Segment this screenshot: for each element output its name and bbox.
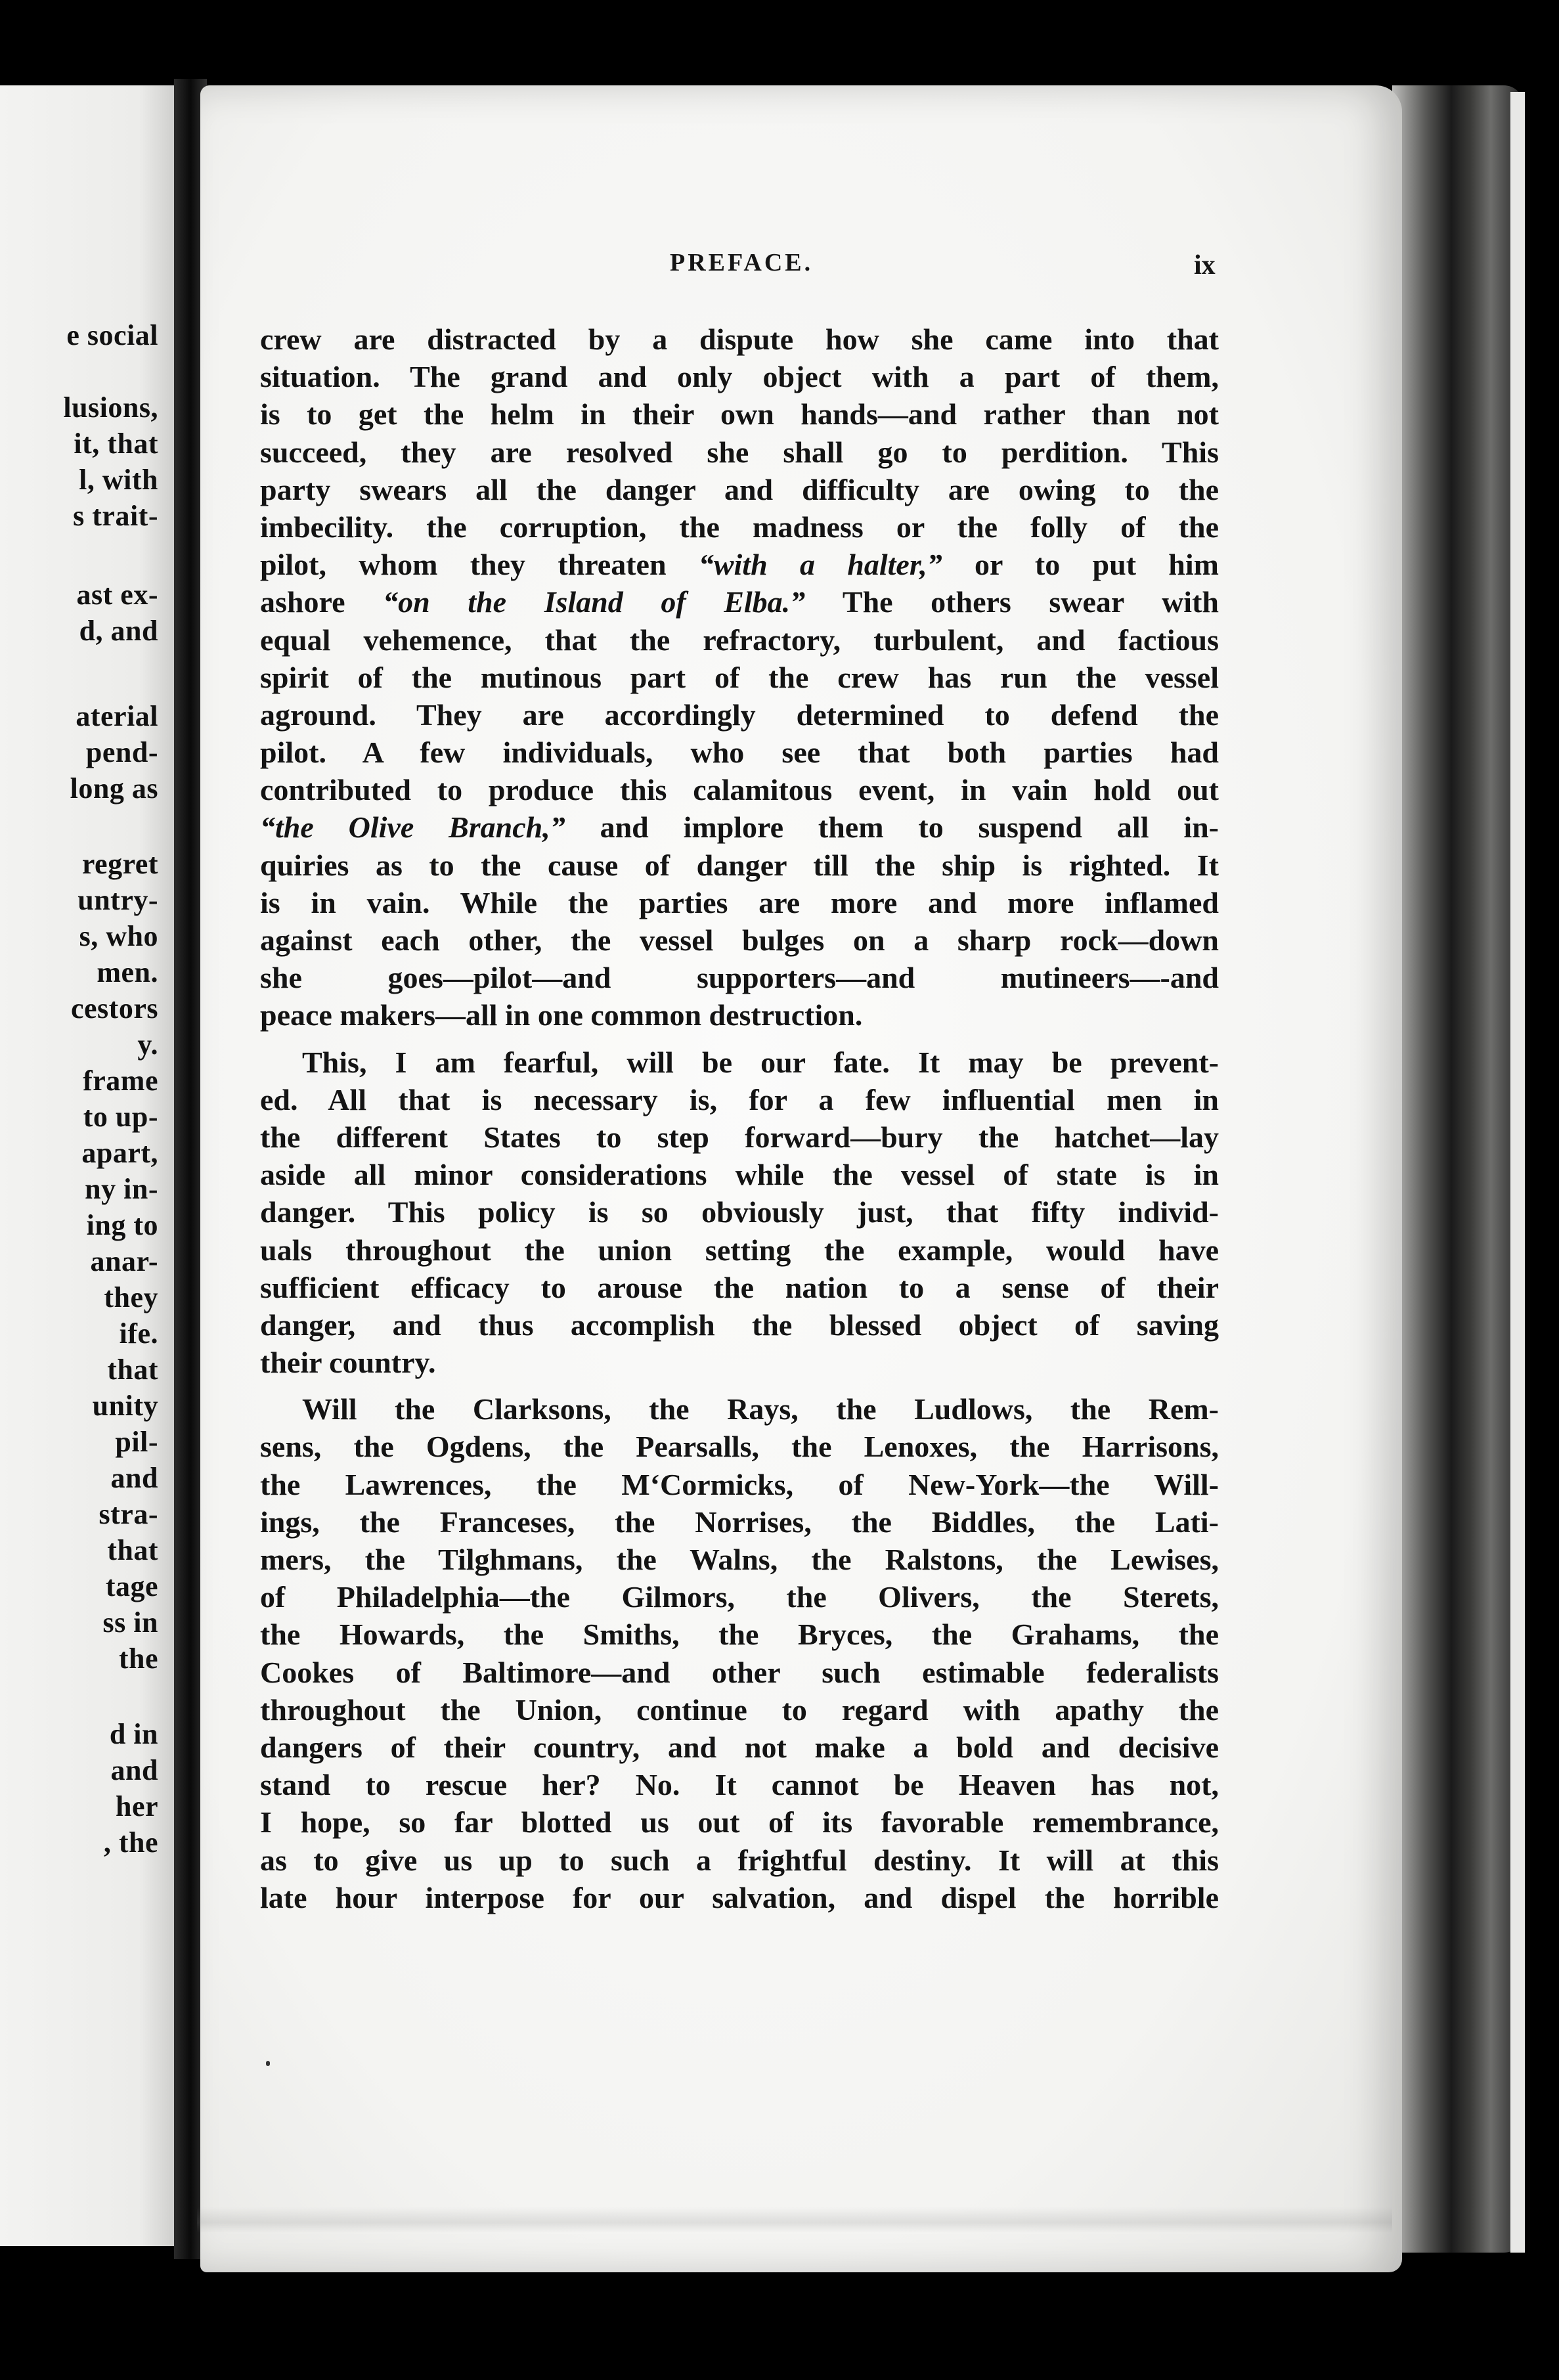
page-header	[0, 248, 1559, 288]
page-number: ix	[1194, 250, 1216, 280]
left-page-line: , the	[103, 1826, 158, 1859]
text-line: of Philadelphia—the Gilmors, the Olivers, the Sterets,	[260, 1580, 1219, 1614]
left-page-line: they	[104, 1281, 158, 1313]
text-line: the Lawrences, the M‘Cormicks, of New-York—the Will-	[260, 1467, 1219, 1501]
text-line: ed. All that is necessary is, for a few influential men in	[260, 1082, 1219, 1116]
text-line: imbecility. the corruption, the madness or the folly of the	[260, 510, 1219, 544]
left-page-line: pil-	[115, 1426, 158, 1458]
text-line: sufficient efficacy to arouse the nation to a sense of their	[260, 1270, 1219, 1304]
left-page-line: ny in-	[85, 1173, 158, 1205]
left-page-line: d, and	[79, 615, 158, 647]
page-edges	[1392, 85, 1524, 2253]
left-page-line: y.	[137, 1028, 158, 1061]
text-line: contributed to produce this calamitous event, in vain hold out	[260, 773, 1219, 807]
paragraph-2	[260, 1044, 1219, 1382]
text-line: “the Olive Branch,” and implore them to suspend all in-	[260, 810, 1219, 845]
text-line: pilot, whom they threaten “with a halter,” or to put him	[260, 548, 1219, 582]
text-line: ings, the Franceses, the Norrises, the Biddles, the Lati-	[260, 1505, 1219, 1539]
text-line: equal vehemence, that the refractory, turbulent, and factious	[260, 623, 1219, 657]
left-page-line: unity	[92, 1390, 158, 1422]
text-line: pilot. A few individuals, who see that both parties had	[260, 736, 1219, 770]
left-page-line: that	[107, 1534, 158, 1566]
left-page-line: men.	[97, 956, 158, 988]
left-page-line: lusions,	[63, 391, 158, 424]
text-line: dangers of their country, and not make a bold and decisive	[260, 1730, 1219, 1764]
left-page-line: d in	[109, 1718, 158, 1750]
speck	[266, 2061, 270, 2066]
left-page-line: tage	[105, 1570, 158, 1602]
text-line: I hope, so far blotted us out of its favorable remembrance,	[260, 1805, 1219, 1840]
text-line: Cookes of Baltimore—and other such estimable federalists	[260, 1655, 1219, 1689]
text-line: the Howards, the Smiths, the Bryces, the Grahams, the	[260, 1618, 1219, 1652]
page-bottom-edge	[197, 2207, 1392, 2233]
text-line: quiries as to the cause of danger till the ship is righted. It	[260, 848, 1219, 882]
text-line: party swears all the danger and difficulty are owing to the	[260, 472, 1219, 506]
paragraph-1	[260, 320, 1219, 1034]
left-page-line: s trait-	[73, 500, 158, 532]
text-line: their country.	[260, 1346, 436, 1380]
left-page-line: and	[110, 1754, 158, 1786]
text-line: danger, and thus accomplish the blessed object of saving	[260, 1308, 1219, 1342]
left-page-line: apart,	[81, 1137, 158, 1169]
text-line: succeed, they are resolved she shall go to perdition. This	[260, 435, 1219, 469]
text-line: late hour interpose for our salvation, and dispel the horrible	[260, 1880, 1219, 1914]
left-page-line: pend-	[85, 736, 158, 768]
text-line: situation. The grand and only object with a part of them,	[260, 360, 1219, 394]
text-line: spirit of the mutinous part of the crew has run the vessel	[260, 660, 1219, 694]
text-line: crew are distracted by a dispute how she came into that	[260, 322, 1219, 356]
body-text	[260, 320, 1219, 1916]
left-page-line: and	[110, 1462, 158, 1494]
left-page-line: untry-	[77, 884, 158, 916]
text-line: This, I am fearful, will be our fate. It may be prevent-	[302, 1045, 1219, 1079]
paragraph-3	[260, 1390, 1219, 1916]
left-page-line: ife.	[119, 1317, 158, 1350]
left-page-line: l, with	[79, 464, 158, 496]
left-page-line: cestors	[71, 992, 158, 1025]
left-page-line: anar-	[90, 1245, 158, 1277]
running-title: PREFACE.	[670, 249, 814, 276]
left-page-line: that	[107, 1354, 158, 1386]
text-line: the different States to step forward—bury the hatchet—lay	[260, 1120, 1219, 1154]
left-page-line: s, who	[79, 920, 158, 952]
left-page-line: e social	[66, 319, 158, 351]
text-line: aground. They are accordingly determined to defend the	[260, 697, 1219, 732]
text-line: peace makers—all in one common destruction.	[260, 998, 863, 1032]
left-page-line: her	[115, 1790, 158, 1822]
left-page-line: long as	[70, 772, 158, 804]
left-page-line: ast ex-	[76, 579, 158, 611]
left-page-line: aterial	[76, 700, 158, 732]
left-page-line: stra-	[99, 1498, 158, 1530]
left-page-line: frame	[83, 1065, 158, 1097]
text-line: aside all minor considerations while the vessel of state is in	[260, 1158, 1219, 1192]
text-line: Will the Clarksons, the Rays, the Ludlows, the Rem-	[302, 1392, 1219, 1426]
text-line: throughout the Union, continue to regard with apathy the	[260, 1692, 1219, 1727]
text-line: stand to rescue her? No. It cannot be Heaven has not,	[260, 1768, 1219, 1802]
text-line: ashore “on the Island of Elba.” The others swear with	[260, 585, 1219, 619]
left-page-line: regret	[81, 848, 158, 880]
left-page-line: the	[118, 1642, 158, 1675]
text-line: she goes—pilot—and supporters—and mutineers—-and	[260, 961, 1219, 995]
left-page-line: ss in	[102, 1606, 158, 1639]
text-line: is to get the helm in their own hands—and rather than not	[260, 397, 1219, 431]
left-page-line: ing to	[86, 1209, 158, 1241]
text-line: against each other, the vessel bulges on a sharp rock—down	[260, 923, 1219, 957]
text-line: sens, the Ogdens, the Pearsalls, the Lenoxes, the Harrisons,	[260, 1430, 1219, 1464]
text-line: mers, the Tilghmans, the Walns, the Ralstons, the Lewises,	[260, 1543, 1219, 1576]
text-line: uals throughout the union setting the example, would have	[260, 1233, 1219, 1267]
page-edge-highlight	[1510, 92, 1525, 2253]
text-line: danger. This policy is so obviously just, that fifty individ-	[260, 1195, 1219, 1229]
text-line: is in vain. While the parties are more and more inflamed	[260, 885, 1219, 919]
left-page-line: it, that	[74, 428, 158, 460]
left-page-fragment	[0, 85, 174, 2246]
left-page-line: to up-	[83, 1101, 158, 1133]
text-line: as to give us up to such a frightful destiny. It will at this	[260, 1843, 1219, 1877]
